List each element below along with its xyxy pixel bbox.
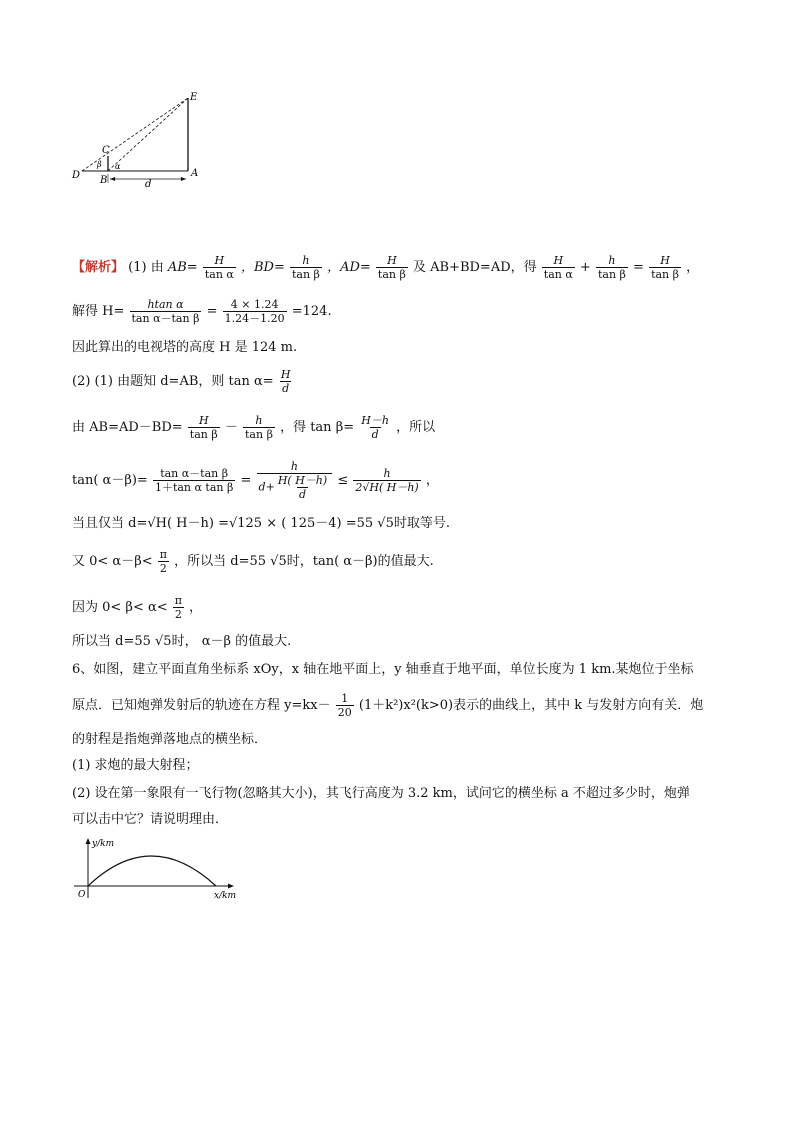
problem-line-1: 6、如图，建立平面直角坐标系 xOy，x 轴在地平面上，y 轴垂直于地平面，单位长度为 1 km.某炮位于坐标: [72, 662, 694, 677]
solution-line-7: 当且仅当 d=√H( H－h) =√125 × ( 125－4) =55 √5时取等号.: [72, 516, 450, 531]
label-D: D: [72, 170, 81, 181]
y-axis-label: y/km: [92, 839, 115, 849]
solution-line-3: 因此算出的电视塔的高度 H 是 124 m.: [72, 340, 298, 355]
label-B: B: [100, 175, 108, 186]
trajectory-diagram: [66, 834, 246, 904]
solution-line-2: 解得 H= $\frac{\text{htan α}}{\text{tan α－tan β}}$ = $\frac{4 \times 1.24}{1.24-1.20}$ =124.: [72, 298, 332, 325]
label-A: A: [191, 168, 199, 179]
solution-tag: 【解析】: [72, 260, 125, 275]
tower-diagram: [60, 88, 220, 193]
solution-line-10: 所以当 d=55 √5时， α－β 的值最大.: [72, 634, 292, 649]
problem-line-3: 的射程是指炮弹落地点的横坐标．: [72, 732, 268, 747]
solution-line-6: tan( α－β)= $\frac{\text{tan α－tan β}}{\text{1＋tan α tan β}}$ = h d+ $\frac{H( H-h)}{d}$ ≤ $\frac{h}{2√H( H-h)}$ ，: [72, 460, 439, 501]
label-beta: β: [97, 160, 102, 169]
problem-line-2: 原点．已知炮弹发射后的轨迹在方程 y=kx－ $\frac{1}{20}$ (1＋k²)x²(k>0)表示的曲线上，其中 k 与发射方向有关．炮: [72, 692, 704, 719]
question-2-line-2: 可以击中它？请说明理由．: [72, 812, 229, 827]
solution-line-1: 【解析】 (1) 由 AB= $\frac{H}{\text{tan α}}$ ，BD= $\frac{h}{\text{tan β}}$ ，AD= $\frac{H}{\text{tan β}}$ 及 AB+BD=AD，得 $\frac{H}{\text{tan α}}$ + $\frac{h}{\text{tan β}}$ = $\frac{H}{\text{tan β}}$ ，: [72, 254, 700, 281]
label-E: E: [190, 92, 198, 103]
label-C: C: [102, 145, 110, 156]
label-alpha: α: [115, 162, 121, 171]
x-axis-label: x/km: [214, 891, 237, 901]
solution-line-4: (2) (1) 由题知 d=AB，则 tan α= $\frac{H}{d}$: [72, 368, 291, 395]
solution-line-5: 由 AB=AD－BD= $\frac{H}{\text{tan β}}$ － $\frac{h}{\text{tan β}}$ ，得 tan β= $\frac{H-h}{d}$ ，所以: [72, 414, 436, 441]
solution-line-8: 又 0< α－β< $\frac{\pi}{2}$ ，所以当 d=55 √5时，tan( α－β)的值最大.: [72, 548, 434, 575]
question-1: (1) 求炮的最大射程；: [72, 758, 199, 773]
origin-label: O: [78, 890, 86, 900]
question-2-line-1: (2) 设在第一象限有一飞行物(忽略其大小)，其飞行高度为 3.2 km，试问它的横坐标 a 不超过多少时，炮弹: [72, 786, 690, 801]
label-d: d: [145, 179, 152, 190]
solution-line-9: 因为 0< β< α< $\frac{\pi}{2}$ ，: [72, 594, 203, 621]
